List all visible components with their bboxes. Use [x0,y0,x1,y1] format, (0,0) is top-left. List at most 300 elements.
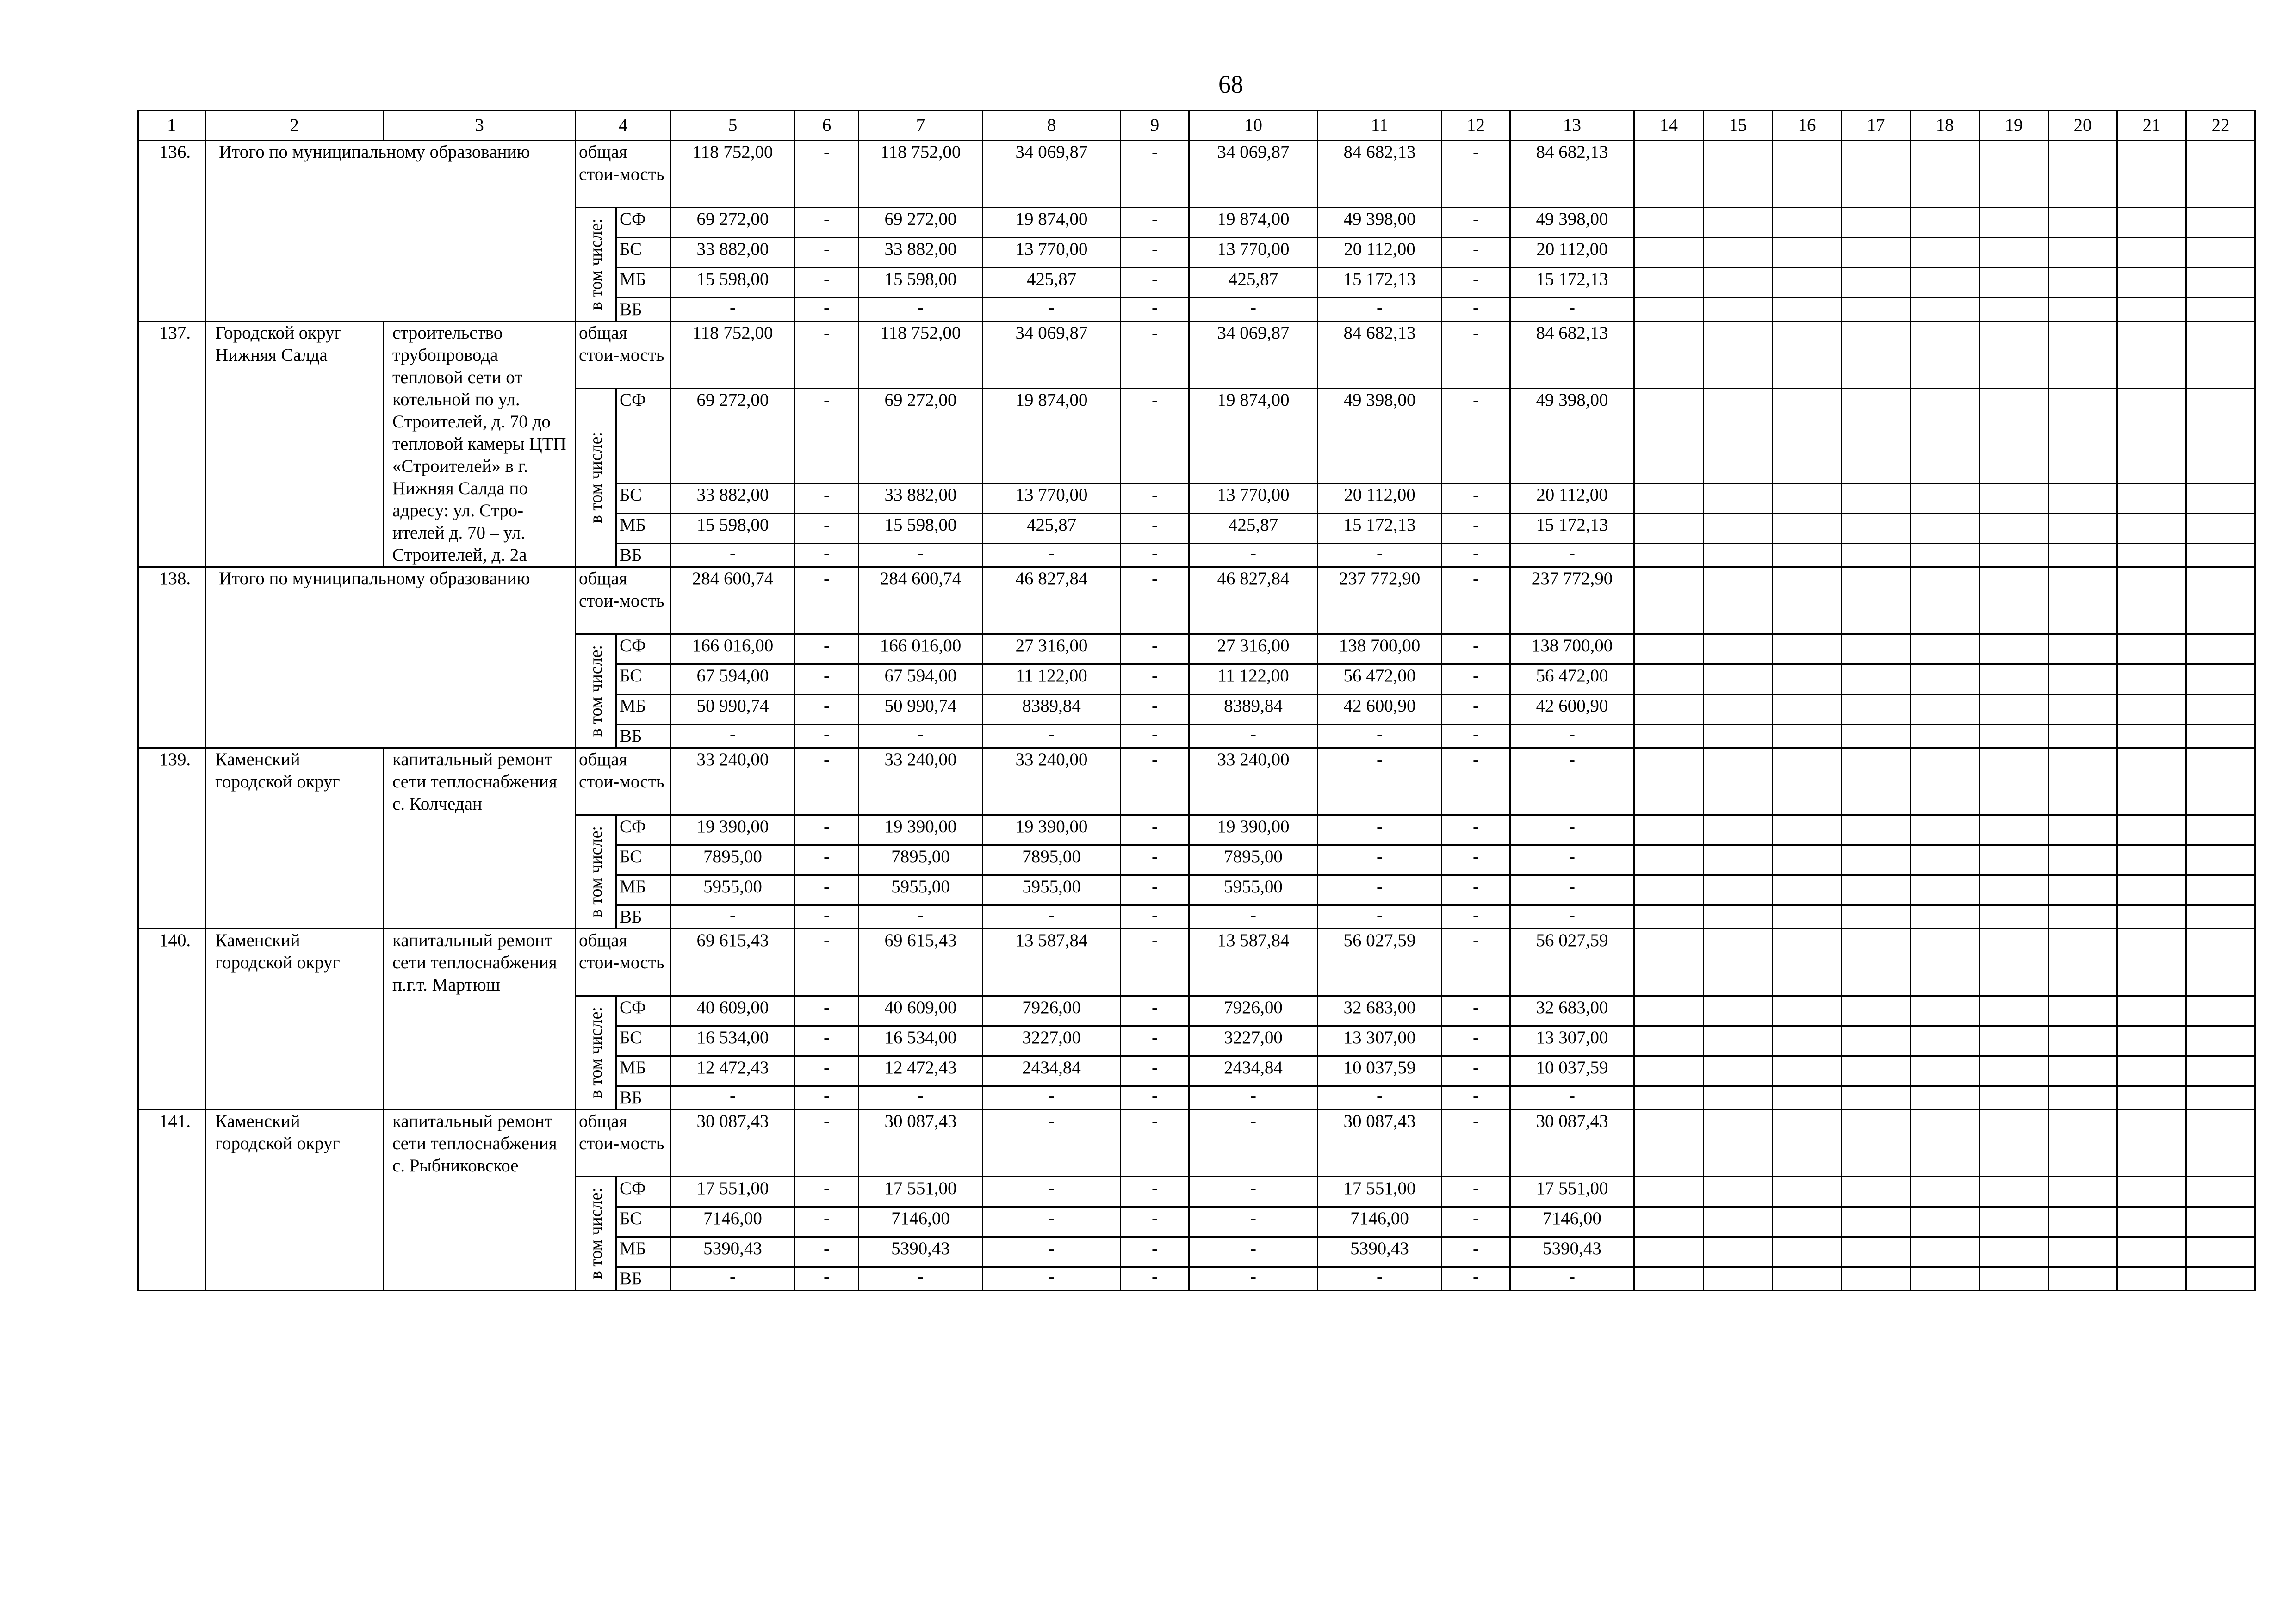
value-cell: - [1121,141,1189,208]
empty-cell [1842,483,1911,514]
empty-cell [2117,748,2186,815]
value-cell: - [859,725,983,748]
empty-cell [1704,929,1773,996]
value-cell: - [859,1267,983,1291]
value-cell: 56 027,59 [1318,929,1442,996]
empty-cell [1704,483,1773,514]
value-cell: 237 772,90 [1318,567,1442,634]
value-cell: 8389,84 [1189,694,1318,725]
empty-cell [1842,238,1911,268]
empty-cell [2186,875,2255,905]
row-number: 139. [138,748,205,929]
empty-cell [1773,1207,1842,1237]
value-cell: - [1121,929,1189,996]
empty-cell [1842,208,1911,238]
funding-source: МБ [616,514,671,544]
empty-cell [1773,208,1842,238]
value-cell: - [1442,208,1510,238]
empty-cell [2117,322,2186,389]
empty-cell [1980,1177,2048,1207]
funding-type-total: общая стои-мость [576,141,671,208]
empty-cell [2186,694,2255,725]
value-cell: - [1318,845,1442,875]
value-cell: 7146,00 [671,1207,795,1237]
empty-cell [1634,208,1704,238]
empty-cell [1911,1267,1980,1291]
empty-cell [2117,1237,2186,1267]
empty-cell [2117,634,2186,664]
funding-source: МБ [616,875,671,905]
value-cell: - [1442,567,1510,634]
value-cell: 7146,00 [1510,1207,1634,1237]
value-cell: - [795,1086,859,1110]
funding-source: МБ [616,1056,671,1086]
empty-cell [1980,929,2048,996]
municipality-name: Городской округ Нижняя Салда [205,322,384,567]
empty-cell [2186,1110,2255,1177]
empty-cell [1911,748,1980,815]
empty-cell [2048,238,2117,268]
empty-cell [1842,1110,1911,1177]
empty-cell [2117,483,2186,514]
funding-source: СФ [616,208,671,238]
funding-source: БС [616,664,671,694]
funding-source: ВБ [616,298,671,322]
empty-cell [1911,567,1980,634]
value-cell: - [983,298,1121,322]
value-cell: 15 172,13 [1318,514,1442,544]
empty-cell [1911,1237,1980,1267]
value-cell: - [1189,1207,1318,1237]
funding-source: МБ [616,694,671,725]
value-cell: - [1121,996,1189,1026]
municipality-total-label: Итого по муниципальному образованию [205,141,576,322]
value-cell: 13 587,84 [983,929,1121,996]
value-cell: 12 472,43 [859,1056,983,1086]
empty-cell [1980,694,2048,725]
value-cell: 20 112,00 [1510,238,1634,268]
value-cell: 15 598,00 [671,514,795,544]
empty-cell [2048,694,2117,725]
value-cell: 425,87 [1189,514,1318,544]
value-cell: - [1318,875,1442,905]
value-cell: 425,87 [1189,268,1318,298]
value-cell: 15 172,13 [1510,514,1634,544]
empty-cell [1634,996,1704,1026]
row-number: 137. [138,322,205,567]
empty-cell [1980,389,2048,483]
empty-cell [1773,483,1842,514]
value-cell: 30 087,43 [1318,1110,1442,1177]
value-cell: - [1121,298,1189,322]
value-cell: 56 472,00 [1510,664,1634,694]
value-cell: - [983,1086,1121,1110]
value-cell: - [1442,996,1510,1026]
value-cell: - [795,1026,859,1056]
empty-cell [1773,634,1842,664]
value-cell: 284 600,74 [671,567,795,634]
value-cell: - [1318,748,1442,815]
value-cell: 5390,43 [1318,1237,1442,1267]
empty-cell [1773,1026,1842,1056]
empty-cell [1704,634,1773,664]
value-cell: - [1121,1110,1189,1177]
value-cell: 40 609,00 [671,996,795,1026]
empty-cell [1911,725,1980,748]
value-cell: - [795,268,859,298]
value-cell: - [1121,322,1189,389]
value-cell: - [795,815,859,845]
value-cell: - [795,905,859,929]
empty-cell [1911,875,1980,905]
value-cell: - [1189,1110,1318,1177]
empty-cell [1911,929,1980,996]
empty-cell [2117,1026,2186,1056]
empty-cell [2117,238,2186,268]
value-cell: - [795,514,859,544]
empty-cell [1773,694,1842,725]
funding-source: БС [616,845,671,875]
empty-cell [1704,268,1773,298]
value-cell: - [671,298,795,322]
empty-cell [2117,929,2186,996]
value-cell: 17 551,00 [671,1177,795,1207]
value-cell: - [859,905,983,929]
empty-cell [2117,875,2186,905]
value-cell: - [1121,1026,1189,1056]
funding-source: МБ [616,268,671,298]
project-description: капитальный ремонт сети теплоснабжения с. Рыбниковское [384,1110,576,1291]
value-cell: 33 882,00 [859,483,983,514]
value-cell: - [1318,905,1442,929]
value-cell: 7895,00 [1189,845,1318,875]
value-cell: 33 240,00 [983,748,1121,815]
including-label: в том числе: [576,1177,616,1291]
value-cell: - [1442,664,1510,694]
empty-cell [2048,929,2117,996]
empty-cell [2117,268,2186,298]
empty-cell [1911,268,1980,298]
value-cell: 7895,00 [983,845,1121,875]
value-cell: 13 770,00 [983,238,1121,268]
empty-cell [1773,389,1842,483]
row-number: 140. [138,929,205,1110]
funding-source: ВБ [616,544,671,567]
empty-cell [1634,1110,1704,1177]
value-cell: 425,87 [983,514,1121,544]
empty-cell [2186,1026,2255,1056]
value-cell: 8389,84 [983,694,1121,725]
column-number: 7 [859,111,983,141]
empty-cell [1911,238,1980,268]
empty-cell [1634,514,1704,544]
value-cell: 49 398,00 [1510,208,1634,238]
empty-cell [1704,725,1773,748]
empty-cell [1634,322,1704,389]
empty-cell [1911,996,1980,1026]
value-cell: 69 615,43 [671,929,795,996]
empty-cell [1842,1267,1911,1291]
empty-cell [1634,1237,1704,1267]
table-row [138,141,2255,208]
value-cell: - [1442,1177,1510,1207]
empty-cell [1704,1056,1773,1086]
value-cell: - [1442,875,1510,905]
value-cell: - [1510,725,1634,748]
value-cell: 7146,00 [1318,1207,1442,1237]
value-cell: - [1121,725,1189,748]
column-number: 2 [205,111,384,141]
row-number: 138. [138,567,205,748]
empty-cell [1773,1056,1842,1086]
empty-cell [1842,634,1911,664]
empty-cell [1704,298,1773,322]
project-description: капитальный ремонт сети теплоснабжения п.г.т. Мартюш [384,929,576,1110]
value-cell: 138 700,00 [1318,634,1442,664]
page-number: 68 [1218,70,1243,98]
value-cell: - [671,1267,795,1291]
empty-cell [1634,815,1704,845]
column-number: 14 [1634,111,1704,141]
empty-cell [2186,268,2255,298]
empty-cell [1634,905,1704,929]
value-cell: - [859,1086,983,1110]
value-cell: 425,87 [983,268,1121,298]
funding-type-total: общая стои-мость [576,322,671,389]
funding-source: БС [616,1026,671,1056]
table-row [138,567,2255,634]
empty-cell [1980,298,2048,322]
empty-cell [1980,664,2048,694]
empty-cell [1842,1237,1911,1267]
empty-cell [2117,694,2186,725]
value-cell: - [795,1177,859,1207]
empty-cell [2117,567,2186,634]
empty-cell [1704,322,1773,389]
municipality-name: Каменский городской округ [205,929,384,1110]
column-number: 6 [795,111,859,141]
empty-cell [2117,1110,2186,1177]
budget-table [137,110,2256,1291]
empty-cell [1634,1086,1704,1110]
value-cell: - [1442,1267,1510,1291]
empty-cell [2186,725,2255,748]
empty-cell [1704,694,1773,725]
value-cell: - [1442,389,1510,483]
value-cell: 118 752,00 [671,141,795,208]
municipality-name: Каменский городской округ [205,748,384,929]
value-cell: 5955,00 [983,875,1121,905]
value-cell: - [795,389,859,483]
empty-cell [1704,1026,1773,1056]
value-cell: - [795,322,859,389]
column-number: 4 [576,111,671,141]
empty-cell [2048,514,2117,544]
value-cell: - [1189,298,1318,322]
value-cell: 46 827,84 [1189,567,1318,634]
value-cell: - [795,996,859,1026]
empty-cell [1704,905,1773,929]
column-number: 10 [1189,111,1318,141]
value-cell: 3227,00 [1189,1026,1318,1056]
empty-cell [2117,725,2186,748]
empty-cell [1842,905,1911,929]
value-cell: 138 700,00 [1510,634,1634,664]
column-number: 9 [1121,111,1189,141]
value-cell: - [1121,1177,1189,1207]
empty-cell [1842,389,1911,483]
value-cell: 5955,00 [859,875,983,905]
empty-cell [2048,483,2117,514]
value-cell: 19 874,00 [983,389,1121,483]
empty-cell [1634,1026,1704,1056]
empty-cell [1980,268,2048,298]
empty-cell [1911,905,1980,929]
value-cell: - [1510,1086,1634,1110]
value-cell: 7895,00 [859,845,983,875]
empty-cell [1980,514,2048,544]
row-number: 136. [138,141,205,322]
value-cell: - [795,1056,859,1086]
value-cell: - [1442,845,1510,875]
column-number: 17 [1842,111,1911,141]
value-cell: 67 594,00 [671,664,795,694]
value-cell: - [1318,1267,1442,1291]
value-cell: 11 122,00 [983,664,1121,694]
empty-cell [1773,1177,1842,1207]
value-cell: 56 472,00 [1318,664,1442,694]
empty-cell [1773,1237,1842,1267]
value-cell: 5955,00 [671,875,795,905]
empty-cell [2117,141,2186,208]
empty-cell [2048,725,2117,748]
empty-cell [1980,1056,2048,1086]
empty-cell [1842,748,1911,815]
value-cell: - [1442,634,1510,664]
empty-cell [1842,1207,1911,1237]
value-cell: - [1121,514,1189,544]
empty-cell [1773,875,1842,905]
value-cell: 32 683,00 [1510,996,1634,1026]
empty-cell [1634,1177,1704,1207]
value-cell: - [795,748,859,815]
value-cell: 5390,43 [1510,1237,1634,1267]
value-cell: 69 272,00 [671,389,795,483]
empty-cell [1911,664,1980,694]
value-cell: - [1189,1177,1318,1207]
empty-cell [1773,141,1842,208]
value-cell: 84 682,13 [1318,141,1442,208]
value-cell: 15 172,13 [1510,268,1634,298]
empty-cell [1911,845,1980,875]
value-cell: 33 240,00 [671,748,795,815]
value-cell: 10 037,59 [1318,1056,1442,1086]
empty-cell [2048,1237,2117,1267]
empty-cell [2048,634,2117,664]
empty-cell [1773,815,1842,845]
value-cell: 16 534,00 [859,1026,983,1056]
value-cell: - [795,1207,859,1237]
value-cell: - [1442,748,1510,815]
empty-cell [2048,1110,2117,1177]
empty-cell [1773,664,1842,694]
empty-cell [1980,996,2048,1026]
empty-cell [1980,1267,2048,1291]
value-cell: 27 316,00 [983,634,1121,664]
empty-cell [1842,1056,1911,1086]
value-cell: - [1318,1086,1442,1110]
value-cell: - [1442,1086,1510,1110]
funding-source: ВБ [616,1267,671,1291]
column-number: 20 [2048,111,2117,141]
value-cell: - [1442,514,1510,544]
value-cell: - [859,544,983,567]
value-cell: - [1442,1110,1510,1177]
value-cell: - [795,141,859,208]
empty-cell [2048,1207,2117,1237]
funding-source: ВБ [616,1086,671,1110]
column-number: 1 [138,111,205,141]
empty-cell [2186,389,2255,483]
empty-cell [1704,664,1773,694]
value-cell: - [1510,815,1634,845]
empty-cell [2117,389,2186,483]
value-cell: - [983,1177,1121,1207]
value-cell: - [795,208,859,238]
empty-cell [1842,845,1911,875]
empty-cell [1704,141,1773,208]
value-cell: - [1121,905,1189,929]
value-cell: 118 752,00 [859,322,983,389]
empty-cell [1634,725,1704,748]
empty-cell [1911,1207,1980,1237]
value-cell: - [1189,1237,1318,1267]
value-cell: - [1442,483,1510,514]
column-number: 19 [1980,111,2048,141]
funding-source: ВБ [616,725,671,748]
funding-source: БС [616,483,671,514]
including-label: в том числе: [576,208,616,322]
empty-cell [1773,1086,1842,1110]
empty-cell [1634,1056,1704,1086]
empty-cell [2117,905,2186,929]
empty-cell [2186,1056,2255,1086]
empty-cell [2186,845,2255,875]
value-cell: - [1442,815,1510,845]
value-cell: 13 307,00 [1510,1026,1634,1056]
empty-cell [2186,322,2255,389]
empty-cell [1773,567,1842,634]
empty-cell [2048,389,2117,483]
empty-cell [1911,208,1980,238]
value-cell: 3227,00 [983,1026,1121,1056]
empty-cell [2048,268,2117,298]
empty-cell [2117,298,2186,322]
value-cell: - [1318,725,1442,748]
column-number: 8 [983,111,1121,141]
empty-cell [2186,1177,2255,1207]
empty-cell [1773,748,1842,815]
value-cell: - [1121,1086,1189,1110]
empty-cell [2186,996,2255,1026]
empty-cell [1980,1086,2048,1110]
empty-cell [2048,1086,2117,1110]
empty-cell [1842,514,1911,544]
empty-cell [1911,815,1980,845]
value-cell: - [795,634,859,664]
value-cell: 13 307,00 [1318,1026,1442,1056]
value-cell: - [1121,694,1189,725]
